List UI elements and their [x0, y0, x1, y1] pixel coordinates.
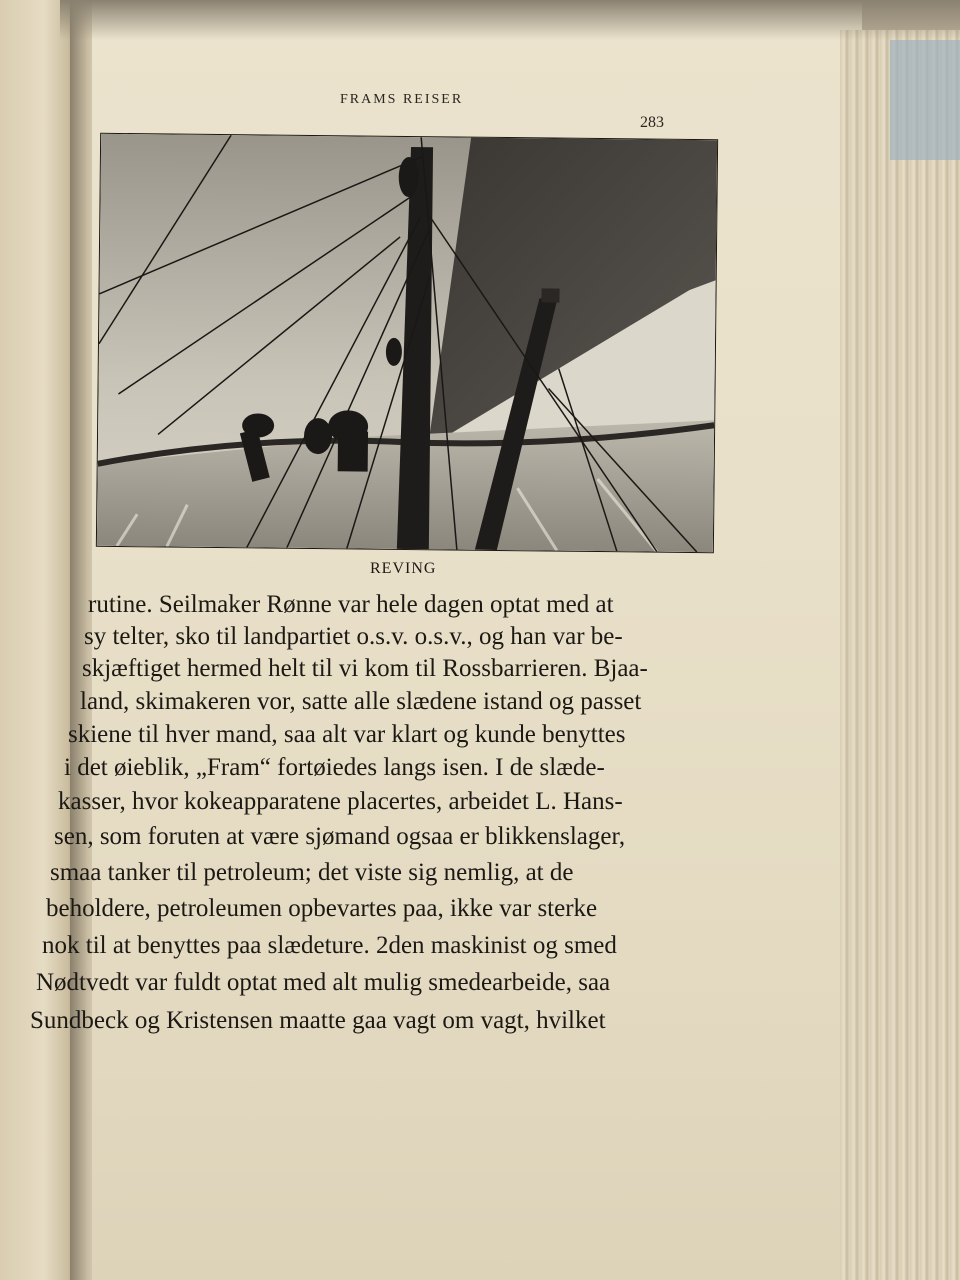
text-line: beholdere, petroleumen opbevartes paa, ikke var sterke — [46, 895, 598, 922]
text-line: kasser, hvor kokeapparatene placertes, arbeidet L. Hans- — [58, 788, 623, 815]
text-line: i det øieblik, „Fram“ fortøiedes langs isen. I de slæde- — [64, 754, 605, 781]
top-shadow — [60, 0, 960, 40]
book-cover-edge — [890, 40, 960, 160]
ship-rigging-photo — [96, 133, 718, 553]
text-line: Nødtvedt var fuldt optat med alt mulig smedearbeide, saa — [36, 969, 611, 996]
text-line: skjæftiget hermed helt til vi kom til Rossbarrieren. Bjaa- — [82, 655, 648, 682]
left-page — [0, 0, 80, 1280]
text-line: Sundbeck og Kristensen maatte gaa vagt om vagt, hvilket — [30, 1007, 606, 1034]
photo-caption: REVING — [370, 560, 437, 577]
text-line: sen, som foruten at være sjømand ogsaa er blikkenslager, — [54, 823, 626, 850]
page-number: 283 — [640, 114, 664, 131]
page-edges — [840, 30, 960, 1280]
text-line: nok til at benyttes paa slædeture. 2den maskinist og smed — [42, 932, 617, 959]
text-line: skiene til hver mand, saa alt var klart og kunde benyttes — [68, 721, 626, 748]
text-line: rutine. Seilmaker Rønne var hele dagen optat med at — [88, 591, 614, 618]
running-head: FRAMS REISER — [340, 92, 464, 107]
text-line: land, skimakeren vor, satte alle slædene istand og passet — [80, 688, 642, 715]
text-line: smaa tanker til petroleum; det viste sig nemlig, at de — [50, 859, 574, 886]
text-line: sy telter, sko til landpartiet o.s.v. o.s.v., og han var be- — [84, 623, 623, 650]
